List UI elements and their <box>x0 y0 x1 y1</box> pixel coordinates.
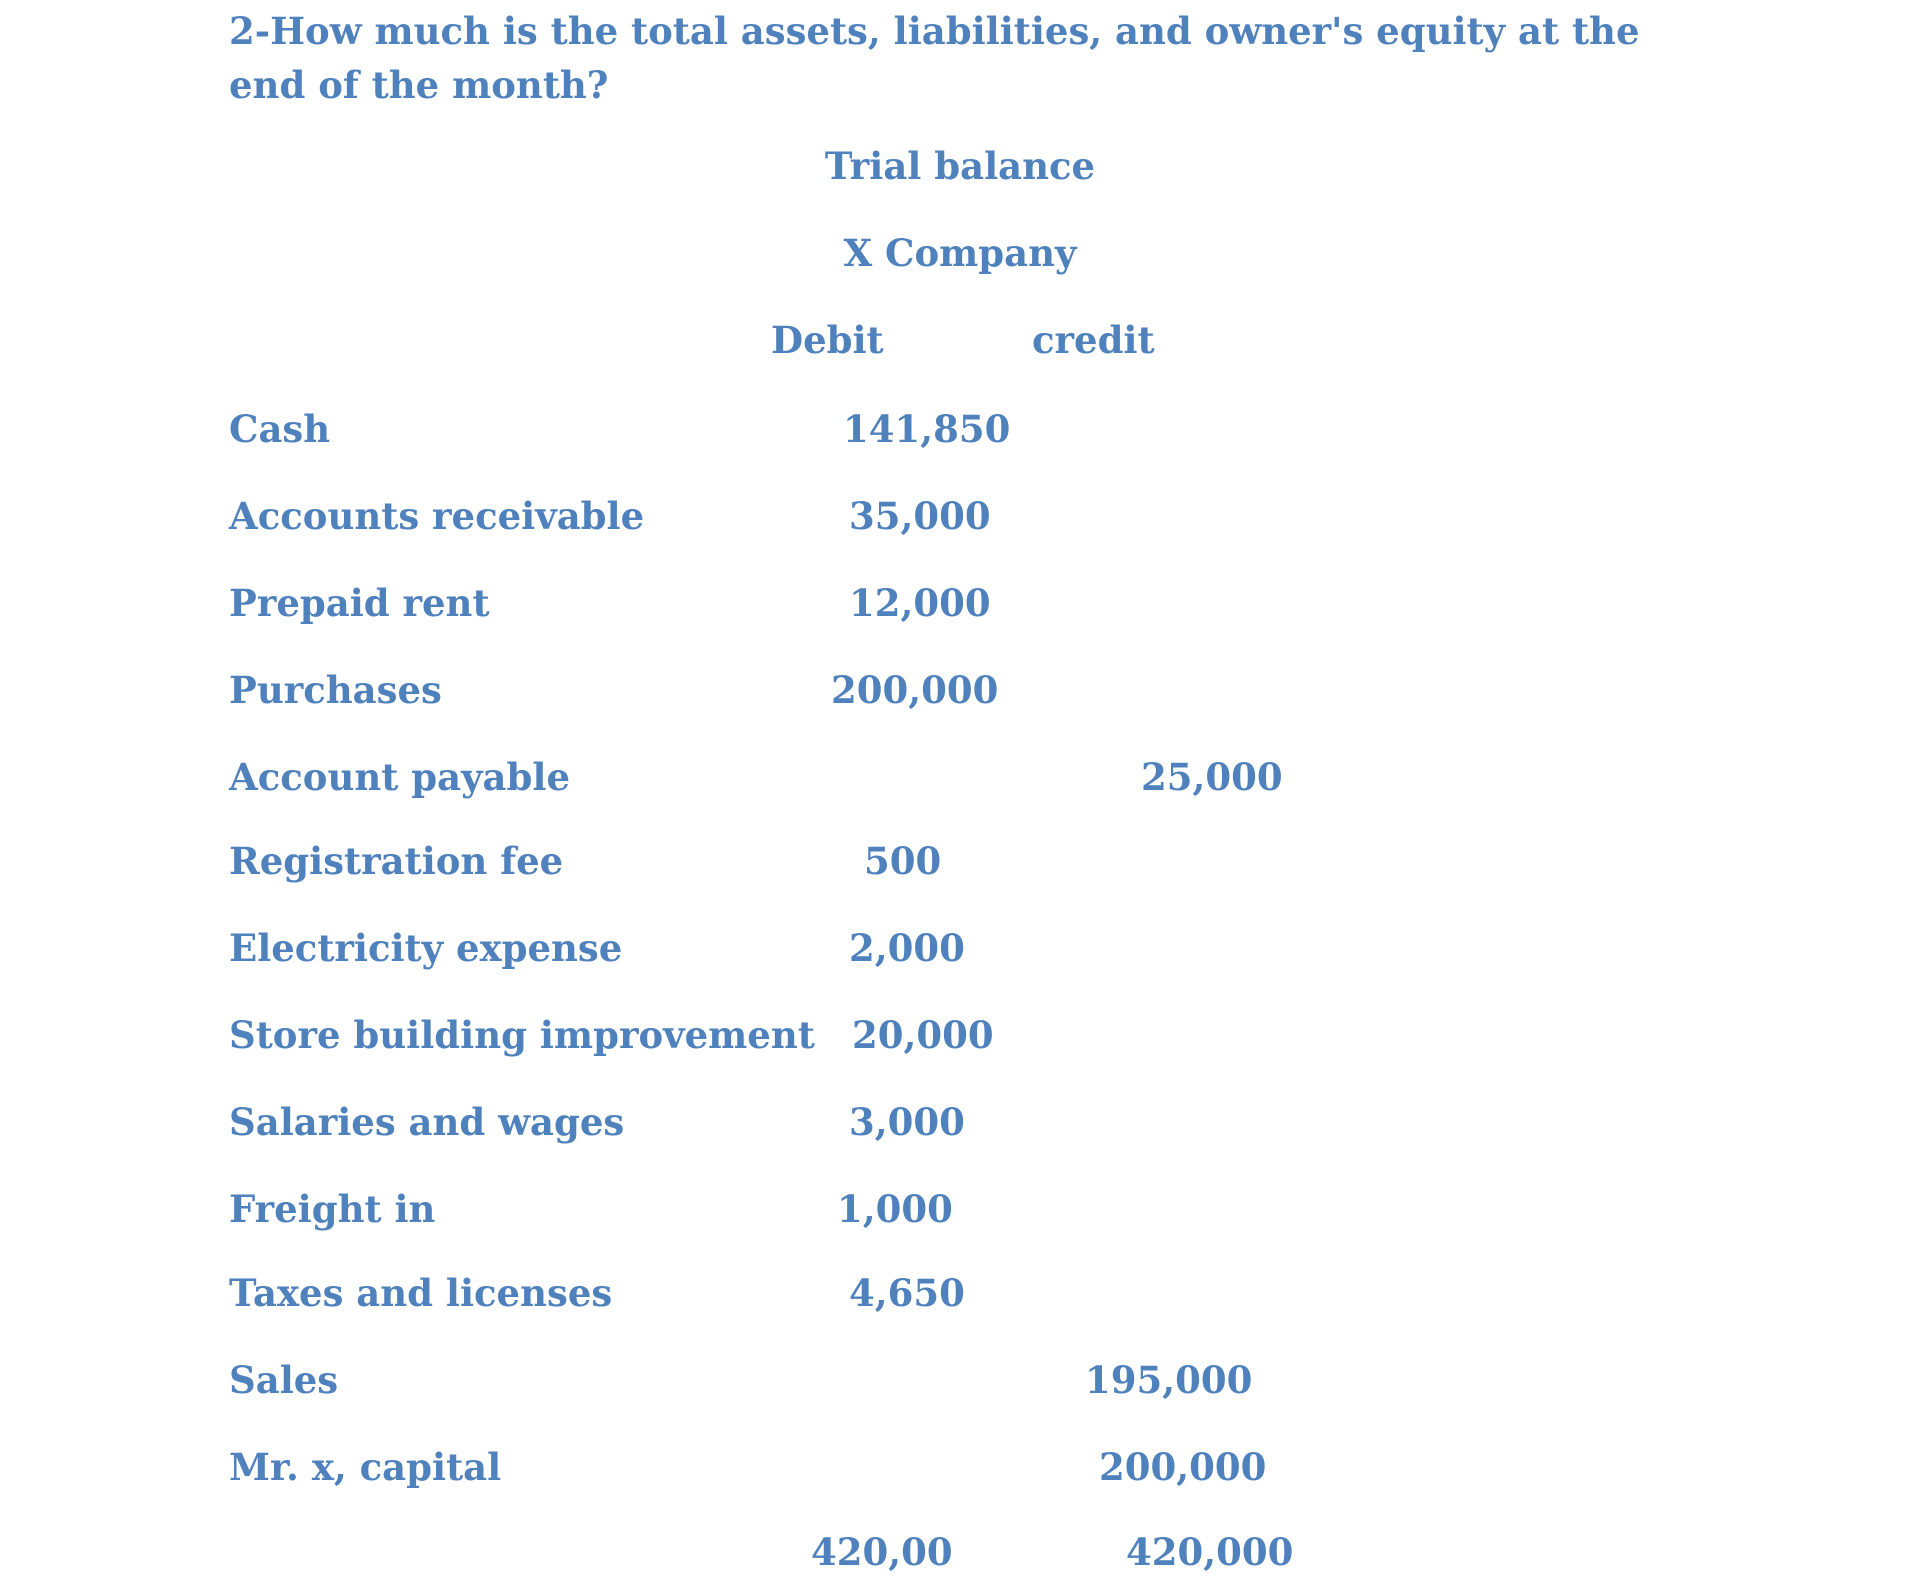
account-name: Cash <box>229 407 331 451</box>
company-name: X Company <box>843 231 1077 275</box>
table-row-salaries-and-wages <box>0 1097 1920 1157</box>
debit-total: 420,00 <box>811 1530 953 1574</box>
table-row-registration-fee <box>0 836 1920 896</box>
question-text: 2-How much is the total assets, liabilities, and owner's equity at the end of the month? <box>229 9 1640 107</box>
table-row-capital <box>0 1442 1920 1502</box>
account-name: Purchases <box>229 668 442 712</box>
table-row-sales <box>0 1355 1920 1415</box>
debit-amount: 141,850 <box>843 407 1011 451</box>
debit-amount: 200,000 <box>831 668 999 712</box>
account-name: Freight in <box>229 1187 436 1231</box>
credit-amount: 25,000 <box>1141 755 1283 799</box>
debit-amount: 2,000 <box>849 926 965 970</box>
debit-column-header: Debit <box>771 318 884 362</box>
debit-amount: 3,000 <box>849 1100 965 1144</box>
account-name: Prepaid rent <box>229 581 490 625</box>
trial-balance-title: Trial balance <box>824 144 1096 188</box>
account-name: Taxes and licenses <box>229 1271 613 1315</box>
table-row-totals <box>0 1527 1920 1587</box>
debit-amount: 4,650 <box>849 1271 965 1315</box>
account-name: Registration fee <box>229 839 564 883</box>
account-name: Electricity expense <box>229 926 623 970</box>
table-row-account-payable <box>0 752 1920 812</box>
account-name: Salaries and wages <box>229 1100 625 1144</box>
table-row-purchases <box>0 665 1920 725</box>
table-row-prepaid-rent <box>0 578 1920 638</box>
table-row-accounts-receivable <box>0 491 1920 551</box>
debit-amount: 35,000 <box>849 494 991 538</box>
account-name: Accounts receivable <box>229 494 645 538</box>
credit-column-header: credit <box>1032 318 1155 362</box>
credit-amount: 200,000 <box>1099 1445 1267 1489</box>
table-row-taxes-and-licenses <box>0 1268 1920 1328</box>
table-row-electricity-expense <box>0 923 1920 983</box>
debit-amount: 20,000 <box>852 1013 994 1057</box>
account-name: Mr. x, capital <box>229 1445 502 1489</box>
table-row-store-building-improvement <box>0 1010 1920 1070</box>
account-name: Store building improvement <box>229 1013 815 1057</box>
debit-amount: 500 <box>864 839 942 883</box>
credit-amount: 195,000 <box>1085 1358 1253 1402</box>
table-row-freight-in <box>0 1184 1920 1244</box>
account-name: Account payable <box>229 755 571 799</box>
debit-amount: 12,000 <box>849 581 991 625</box>
debit-amount: 1,000 <box>837 1187 953 1231</box>
account-name: Sales <box>229 1358 339 1402</box>
credit-total: 420,000 <box>1126 1530 1294 1574</box>
table-row-cash <box>0 404 1920 464</box>
